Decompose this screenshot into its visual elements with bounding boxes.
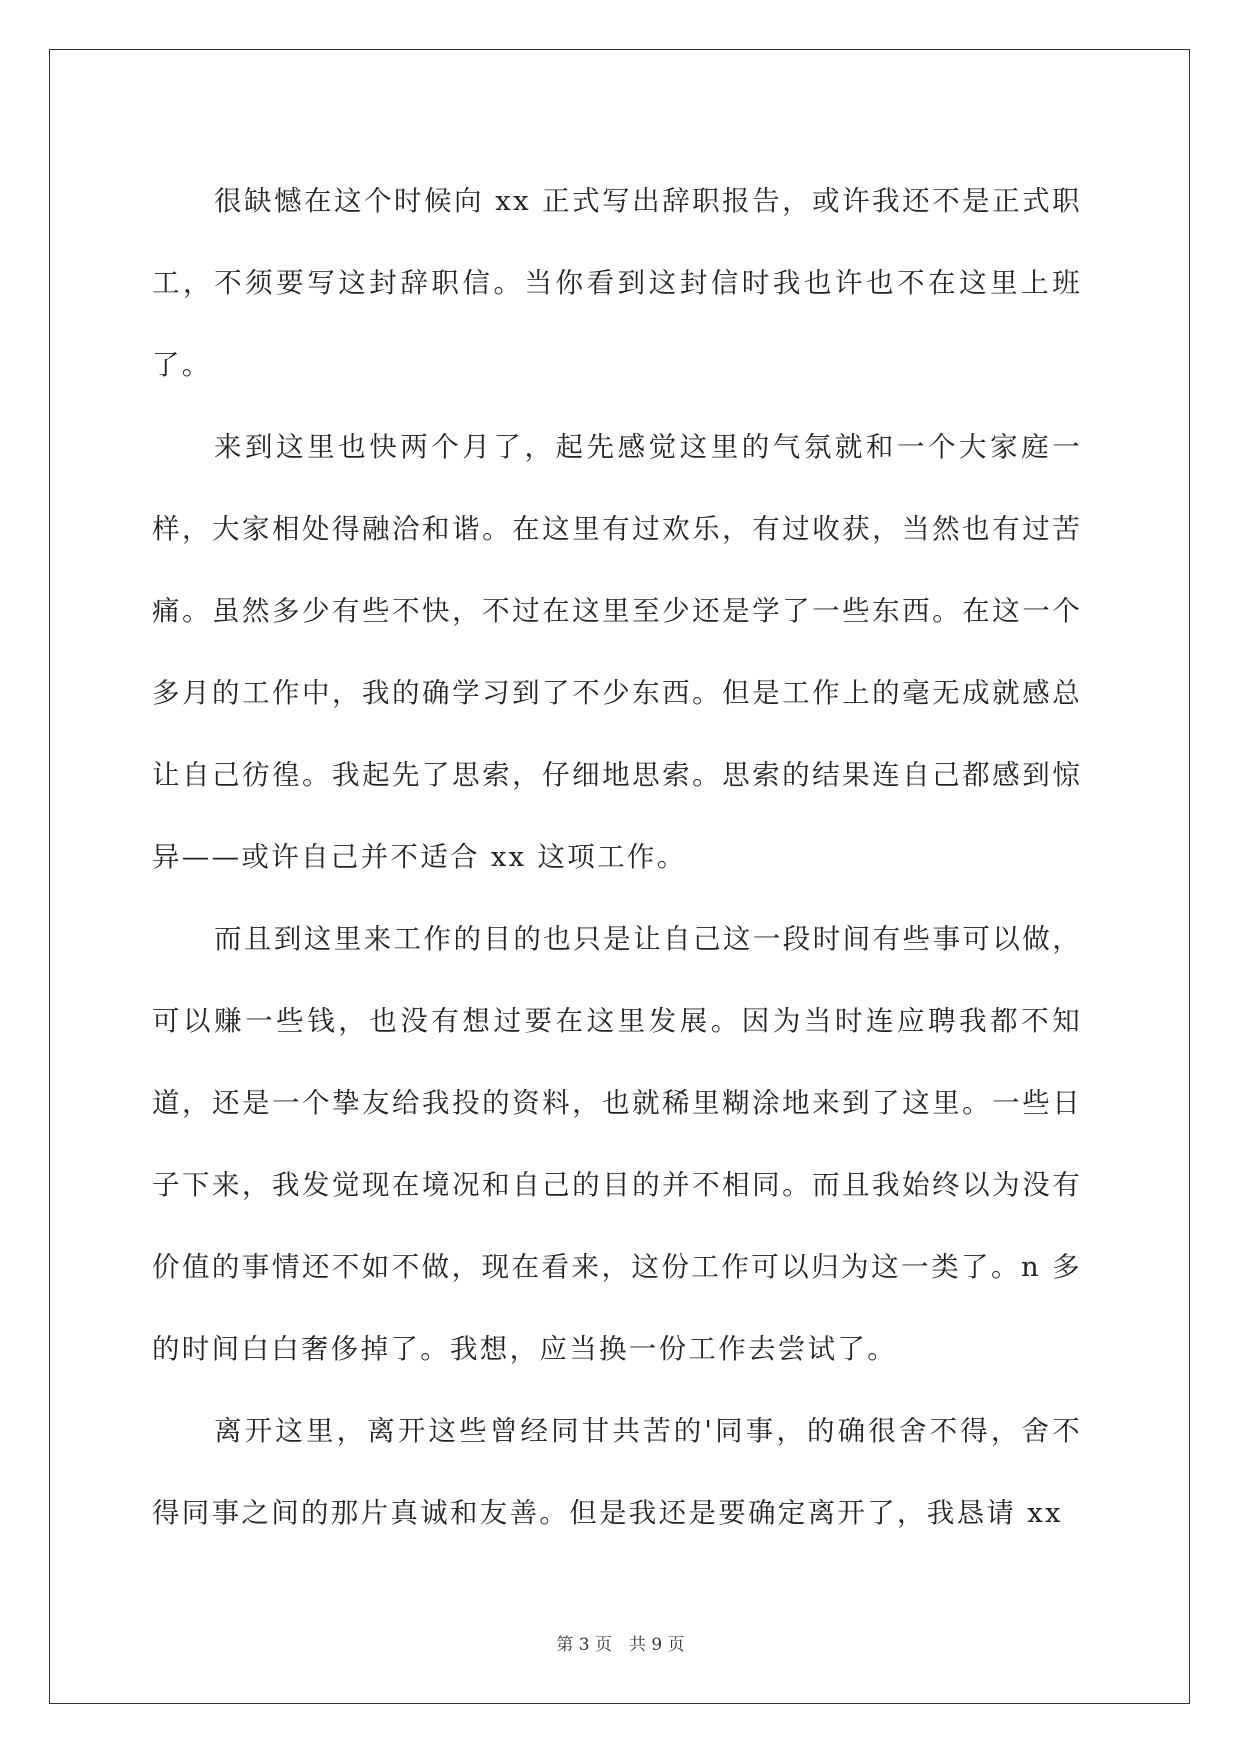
paragraph-3: 而且到这里来工作的目的也只是让自己这一段时间有些事可以做，可以赚一些钱，也没有想过要在这里发展。因为当时连应聘我都不知道，还是一个挚友给我投的资料，也就稀里糊涂地来到了这里。一些日子下来，我发觉现在境况和自己的目的并不相同。而且我始终以为没有价值的事情还不如不做，现在看来，这份工作可以归为这一类了。n 多的时间白白奢侈掉了。我想，应当换一份工作去尝试了。 xyxy=(152,923,1082,1365)
document-body xyxy=(152,160,1082,1554)
page-number: 第 3 页 共 9 页 xyxy=(556,1635,685,1655)
paragraph-1: 很缺憾在这个时候向 xx 正式写出辞职报告，或许我还不是正式职工，不须要写这封辞职信。当你看到这封信时我也许也不在这里上班了。 xyxy=(152,185,1082,381)
paragraph-4: 离开这里，离开这些曾经同甘共苦的'同事，的确很舍不得，舍不得同事之间的那片真诚和友善。但是我还是要确定离开了，我恳请 xx xyxy=(152,1415,1082,1529)
page-footer xyxy=(0,1630,1241,1655)
paragraph-2: 来到这里也快两个月了，起先感觉这里的气氛就和一个大家庭一样，大家相处得融洽和谐。在这里有过欢乐，有过收获，当然也有过苦痛。虽然多少有些不快，不过在这里至少还是学了一些东西。在这一个多月的工作中，我的确学习到了不少东西。但是工作上的毫无成就感总让自己彷徨。我起先了思索，仔细地思索。思索的结果连自己都感到惊异——或许自己并不适合 xx 这项工作。 xyxy=(152,431,1082,873)
